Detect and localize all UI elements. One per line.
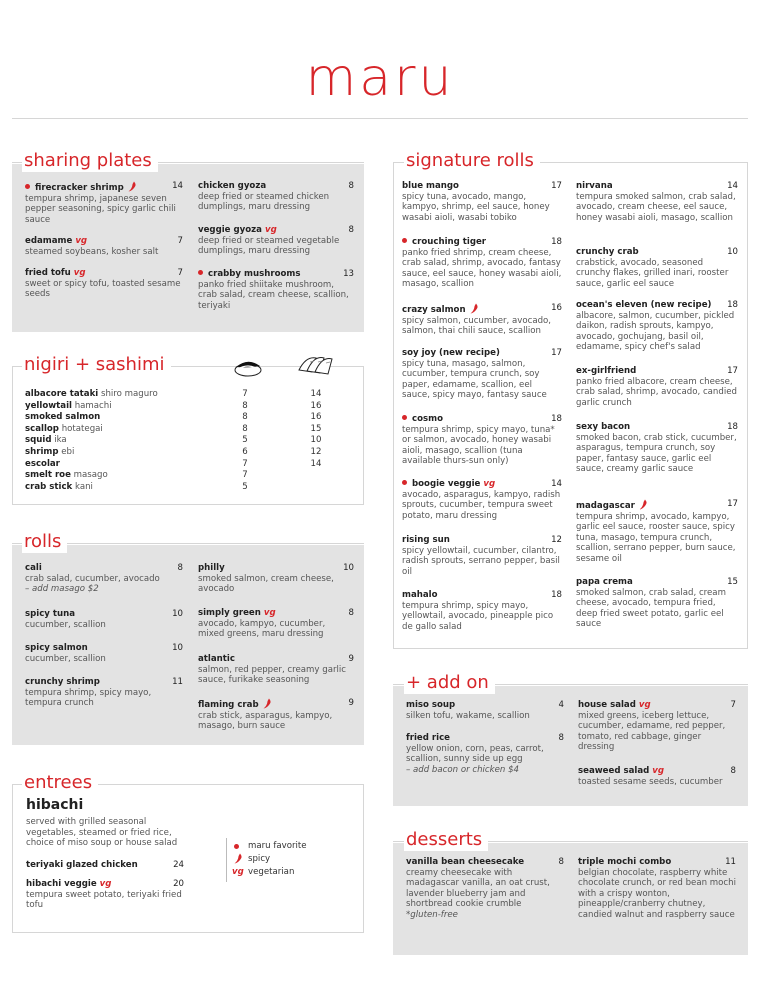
item-price: 14 xyxy=(551,479,562,489)
nigiri-row xyxy=(25,470,108,481)
item-name-row xyxy=(402,414,562,425)
item-price: 8 xyxy=(177,563,183,573)
nigiri-row xyxy=(25,401,112,412)
menu-item xyxy=(402,535,562,577)
nigiri-name: smoked salmon xyxy=(25,412,101,423)
menu-item xyxy=(25,236,183,257)
item-price: 17 xyxy=(727,366,738,376)
header-divider xyxy=(12,118,748,119)
menu-item xyxy=(25,563,183,595)
item-name-row xyxy=(25,268,183,279)
item-description: spicy yellowtail, cucumber, cilantro, radish sprouts, serrano pepper, basil oil xyxy=(402,545,560,577)
item-price: 20 xyxy=(173,879,184,889)
sashimi-price: 10 xyxy=(310,435,322,446)
item-description: panko fried shrimp, cream cheese, crab salad, shrimp, avocado, fantasy sauce, eel sauce, honey wasabi aioli, masago, scallion xyxy=(402,247,562,290)
item-name: fried tofu xyxy=(25,268,71,278)
nigiri-price: 8 xyxy=(242,400,248,411)
item-price: 17 xyxy=(551,348,562,358)
item-name-row xyxy=(402,535,562,546)
item-description: crab salad, cucumber, avocado xyxy=(25,573,160,584)
nigiri-japanese-name: ika xyxy=(54,435,67,446)
item-name-row xyxy=(578,766,736,777)
item-description: tempura shrimp, avocado, kampyo, garlic eel sauce, rooster sauce, spicy tuna, masago, tempura crunch, scallion, serrano pepper, burn sauce, sesame oil xyxy=(576,511,736,564)
menu-item xyxy=(198,563,354,595)
item-name: spicy salmon xyxy=(25,643,88,653)
item-description: tempura shrimp, spicy mayo, yellowtail, avocado, pineapple pico de gallo salad xyxy=(402,600,554,632)
item-name-row xyxy=(402,237,562,248)
item-description: mixed greens, iceberg lettuce, cucumber, edamame, red pepper, tomato, red cabbage, ginger dressing xyxy=(578,710,726,753)
menu-item xyxy=(406,700,564,721)
nigiri-row xyxy=(25,389,158,400)
menu-item xyxy=(198,654,354,686)
item-name-row xyxy=(576,247,738,258)
item-price: 15 xyxy=(727,577,738,587)
item-description: crabstick, avocado, seasoned crunchy flakes, grilled inari, rooster sauce, garlic eel sauce xyxy=(576,257,729,289)
vegetarian-mark: vg xyxy=(652,766,665,776)
item-name-row xyxy=(576,366,738,377)
item-price: 8 xyxy=(558,733,564,743)
item-name: crabby mushrooms xyxy=(208,269,301,279)
item-name: fried rice xyxy=(406,733,451,743)
nigiri-row xyxy=(25,424,103,435)
item-name-row xyxy=(402,181,562,192)
item-price: 18 xyxy=(551,237,562,247)
item-price: 8 xyxy=(348,608,354,618)
sashimi-price: 14 xyxy=(310,458,322,469)
menu-item xyxy=(402,414,562,467)
desserts-title: desserts xyxy=(404,829,488,851)
nigiri-japanese-name: shiro maguro xyxy=(100,389,158,399)
menu-item xyxy=(576,300,738,353)
item-name: cosmo xyxy=(412,414,443,424)
item-description: smoked bacon, crab stick, cucumber, asparagus, tempura crunch, soy paper, fantasy sauce, garlic eel sauce, creamy garlic sauce xyxy=(576,432,737,475)
item-name: flaming crab xyxy=(198,700,259,710)
item-name: mahalo xyxy=(402,590,438,600)
item-name-row xyxy=(402,303,562,316)
favorite-dot-icon xyxy=(234,844,239,849)
item-description: crab stick, asparagus, kampyo, masago, burn sauce xyxy=(198,710,333,732)
item-description: avocado, kampyo, cucumber, mixed greens, maru dressing xyxy=(198,618,326,640)
item-description: creamy cheesecake with madagascar vanilla, an oat crust, lavender blueberry jam and shortbread cookie crumble xyxy=(406,867,550,910)
item-description: panko fried shiitake mushroom, crab salad, cream cheese, scallion, teriyaki xyxy=(198,279,349,311)
item-name: vanilla bean cheesecake xyxy=(406,857,525,867)
item-name-row xyxy=(576,181,738,192)
nigiri-price: 7 xyxy=(242,389,248,399)
item-description: panko fried albacore, cream cheese, crab salad, shrimp, avocado, candied garlic crunch xyxy=(576,376,737,408)
item-description: spicy tuna, avocado, mango, kampyo, shrimp, eel sauce, honey wasabi aioli, wasabi tobiko xyxy=(402,191,550,223)
item-price: 11 xyxy=(725,857,736,867)
menu-item xyxy=(576,366,738,408)
item-name: sexy bacon xyxy=(576,422,631,432)
item-name: crunchy shrimp xyxy=(25,677,100,687)
item-description: cucumber, scallion xyxy=(25,653,106,664)
item-name: atlantic xyxy=(198,654,235,664)
item-name: chicken gyoza xyxy=(198,181,267,191)
item-name: hibachi veggie xyxy=(26,879,97,889)
hibachi-description: served with grilled seasonal vegetables, steamed or fried rice, choice of miso soup or house salad xyxy=(26,817,178,849)
menu-item xyxy=(25,609,183,630)
menu-item xyxy=(578,857,736,921)
item-name: spicy tuna xyxy=(25,609,76,619)
menu-item xyxy=(25,643,183,664)
item-description: tempura sweet potato, teriyaki fried tofu xyxy=(26,889,182,911)
item-name-row xyxy=(25,563,183,574)
item-price: 7 xyxy=(177,268,183,278)
item-name: ex-girlfriend xyxy=(576,366,637,376)
menu-item xyxy=(26,860,184,871)
legend-divider xyxy=(226,838,227,882)
item-name: seaweed salad xyxy=(578,766,650,776)
item-description: toasted sesame seeds, cucumber xyxy=(578,776,723,787)
item-name: philly xyxy=(198,563,225,573)
nigiri-row xyxy=(25,435,67,446)
item-name: papa crema xyxy=(576,577,633,587)
chili-pepper-icon xyxy=(259,700,272,710)
item-price: 10 xyxy=(172,609,183,619)
item-price: 16 xyxy=(551,303,562,313)
item-price: 18 xyxy=(551,590,562,600)
item-price: 18 xyxy=(727,422,738,432)
chili-pepper-icon xyxy=(635,501,648,511)
item-name-row xyxy=(578,700,736,711)
item-name-row xyxy=(578,857,736,868)
nigiri-name: squid xyxy=(25,435,52,446)
vegetarian-mark: vg xyxy=(263,608,276,618)
favorite-dot-icon xyxy=(25,184,30,189)
vegetarian-mark: vg xyxy=(264,225,277,235)
sashimi-price: 16 xyxy=(310,412,322,423)
item-name: crouching tiger xyxy=(412,237,487,247)
item-description: belgian chocolate, raspberry white chocolate crunch, or red bean mochi with a crispy wonton, pineapple/cranberry chutney, candied walnut and raspberry sauce xyxy=(578,867,736,920)
nigiri-japanese-name: ebi xyxy=(61,447,75,457)
item-description: deep fried or steamed vegetable dumplings, maru dressing xyxy=(198,235,340,257)
item-description: spicy tuna, masago, salmon, cucumber, tempura crunch, soy paper, edamame, scallion, eel sauce, spicy mayo, fantasy sauce xyxy=(402,358,547,401)
item-name-row xyxy=(25,181,183,194)
chili-pepper-icon xyxy=(466,305,479,315)
item-name: nirvana xyxy=(576,181,613,191)
sashimi-price: 14 xyxy=(310,389,322,399)
menu-item xyxy=(402,181,562,223)
item-name: madagascar xyxy=(576,501,635,511)
menu-item xyxy=(198,608,354,640)
item-price: 9 xyxy=(348,698,354,708)
item-name-row xyxy=(25,236,183,247)
vegetarian-mark: vg xyxy=(638,700,651,710)
item-note: *gluten-free xyxy=(406,909,458,920)
item-description: albacore, salmon, cucumber, pickled daikon, radish sprouts, kampyo, avocado, gochujang, basil oil, edamame, spicy chef's salad xyxy=(576,310,735,353)
item-name: blue mango xyxy=(402,181,459,191)
sashimi-price: 16 xyxy=(310,400,322,411)
nigiri-row xyxy=(25,482,93,493)
item-note: – add masago $2 xyxy=(25,584,99,595)
item-price: 10 xyxy=(727,247,738,257)
item-description: spicy salmon, cucumber, avocado, salmon, thai chili sauce, scallion xyxy=(402,315,552,337)
item-name-row xyxy=(198,563,354,574)
item-price: 12 xyxy=(551,535,562,545)
nigiri-name: scallop xyxy=(25,423,59,434)
sashimi-price: 15 xyxy=(310,423,322,434)
menu-item xyxy=(402,590,562,632)
nigiri-japanese-name: masago xyxy=(73,470,108,481)
item-name-row xyxy=(576,577,738,588)
nigiri-price: 8 xyxy=(242,412,248,423)
favorite-dot-icon xyxy=(402,415,407,420)
item-description: silken tofu, wakame, scallion xyxy=(406,710,530,721)
item-name-row xyxy=(198,181,354,192)
rolls-title: rolls xyxy=(22,531,67,553)
item-price: 8 xyxy=(730,766,736,776)
item-price: 4 xyxy=(558,700,564,710)
nigiri-price: 7 xyxy=(242,470,248,481)
nigiri-name: yellowtail xyxy=(25,400,72,411)
restaurant-logo: maru xyxy=(305,48,455,108)
item-name-row xyxy=(576,300,738,311)
item-name: crazy salmon xyxy=(402,305,466,315)
item-name: soy joy (new recipe) xyxy=(402,348,500,358)
item-description: steamed soybeans, kosher salt xyxy=(25,246,159,257)
item-description: tempura shrimp, spicy mayo, tempura crunch xyxy=(25,687,152,709)
menu-item xyxy=(402,303,562,337)
menu-item xyxy=(578,766,736,787)
item-name-row xyxy=(576,499,738,512)
item-description: avocado, asparagus, kampyo, radish sprouts, cucumber, tempura sweet potato, maru dressing xyxy=(402,489,561,521)
menu-item xyxy=(402,237,562,290)
nigiri-price: 5 xyxy=(242,435,248,446)
item-name-row xyxy=(25,643,183,654)
sashimi-icon xyxy=(296,350,336,378)
item-name-row xyxy=(402,479,562,490)
item-name: crunchy crab xyxy=(576,247,639,257)
item-name-row xyxy=(406,733,564,744)
item-price: 8 xyxy=(348,181,354,191)
item-description: tempura smoked salmon, crab salad, avocado, cream cheese, eel sauce, honey wasabi aioli, masago, scallion xyxy=(576,191,736,223)
item-price: 10 xyxy=(343,563,354,573)
item-description: sweet or spicy tofu, toasted sesame seeds xyxy=(25,278,181,300)
item-name: ocean's eleven (new recipe) xyxy=(576,300,712,310)
nigiri-row xyxy=(25,447,74,458)
nigiri-price: 6 xyxy=(242,447,248,457)
vegetarian-mark: vg xyxy=(483,479,496,489)
item-name: triple mochi combo xyxy=(578,857,672,867)
nigiri-japanese-name: hamachi xyxy=(74,400,112,411)
item-price: 14 xyxy=(727,181,738,191)
item-description: smoked salmon, cream cheese, avocado xyxy=(198,573,334,595)
signature-rolls-title: signature rolls xyxy=(404,150,540,172)
item-name-row xyxy=(26,879,184,890)
item-price: 7 xyxy=(730,700,736,710)
entrees-title: entrees xyxy=(22,772,98,794)
item-name: firecracker shrimp xyxy=(35,183,124,193)
menu-item xyxy=(576,422,738,475)
nigiri-japanese-name: hotategai xyxy=(61,423,103,434)
item-description: tempura shrimp, spicy mayo, tuna* or salmon, avocado, honey wasabi aioli, masago, scallion (tuna available thurs-sun only) xyxy=(402,424,555,467)
favorite-dot-icon xyxy=(402,480,407,485)
item-name: boogie veggie xyxy=(412,479,481,489)
nigiri-price: 8 xyxy=(242,423,248,434)
add-on-title: + add on xyxy=(404,672,495,694)
item-name: veggie gyoza xyxy=(198,225,262,235)
nigiri-row xyxy=(25,412,100,423)
menu-item xyxy=(576,181,738,223)
item-name-row xyxy=(406,700,564,711)
item-price: 10 xyxy=(172,643,183,653)
chili-pepper-icon xyxy=(124,183,137,193)
sashimi-price: 12 xyxy=(310,447,322,457)
item-name-row xyxy=(198,269,354,280)
item-note: – add bacon or chicken $4 xyxy=(406,764,520,775)
menu-item xyxy=(402,479,562,521)
item-name-row xyxy=(25,677,183,688)
nigiri-name: smelt roe xyxy=(25,470,71,481)
hibachi-title: hibachi xyxy=(26,797,84,813)
nigiri-price: 7 xyxy=(242,458,248,469)
item-name-row xyxy=(198,225,354,236)
vegetarian-mark: vg xyxy=(75,236,88,246)
nigiri-row xyxy=(25,459,60,470)
item-name-row xyxy=(26,860,184,871)
item-price: 13 xyxy=(343,269,354,279)
item-description: yellow onion, corn, peas, carrot, scallion, sunny side up egg xyxy=(406,743,544,765)
menu-item xyxy=(406,733,564,775)
item-name-row xyxy=(406,857,564,868)
item-description: cucumber, scallion xyxy=(25,619,106,630)
item-name-row xyxy=(198,654,354,665)
item-name-row xyxy=(198,698,354,711)
menu-item xyxy=(25,268,183,300)
nigiri-name: escolar xyxy=(25,458,60,469)
nigiri-name: crab stick xyxy=(25,481,73,492)
menu-item xyxy=(198,269,354,311)
vegetarian-mark: vg xyxy=(73,268,86,278)
item-name: teriyaki glazed chicken xyxy=(26,860,138,870)
menu-item xyxy=(198,698,354,732)
item-price: 17 xyxy=(551,181,562,191)
menu-item xyxy=(402,348,562,401)
nigiri-japanese-name: kani xyxy=(75,481,93,492)
item-description: tempura shrimp, japanese seven pepper seasoning, spicy garlic chili sauce xyxy=(25,193,176,225)
item-price: 24 xyxy=(173,860,184,870)
item-price: 7 xyxy=(177,236,183,246)
nigiri-price: 5 xyxy=(242,481,248,492)
nigiri-icon xyxy=(232,354,264,378)
item-name: edamame xyxy=(25,236,73,246)
menu-item xyxy=(25,677,183,709)
menu-item xyxy=(576,499,738,565)
menu-item xyxy=(198,225,354,257)
menu-item xyxy=(198,181,354,213)
item-name-row xyxy=(25,609,183,620)
favorite-dot-icon xyxy=(198,270,203,275)
item-name-row xyxy=(198,608,354,619)
menu-item xyxy=(578,700,736,753)
item-name: cali xyxy=(25,563,42,573)
item-description: smoked salmon, crab salad, cream cheese, avocado, tempura fried, deep fried sweet potato, garlic eel sauce xyxy=(576,587,726,630)
nigiri-sashimi-title: nigiri + sashimi xyxy=(22,354,171,376)
legend-favorite: maru favorite xyxy=(234,840,307,853)
item-name: simply green xyxy=(198,608,261,618)
item-price: 8 xyxy=(348,225,354,235)
item-price: 18 xyxy=(551,414,562,424)
menu-item xyxy=(26,879,184,911)
nigiri-name: albacore tataki xyxy=(25,389,99,399)
item-price: 18 xyxy=(727,300,738,310)
item-price: 17 xyxy=(727,499,738,509)
vegetarian-mark: vg xyxy=(99,879,112,889)
legend-vegetarian: vg vegetarian xyxy=(232,867,295,877)
nigiri-name: shrimp xyxy=(25,447,59,457)
item-name-row xyxy=(402,590,562,601)
item-name: house salad xyxy=(578,700,636,710)
item-price: 11 xyxy=(172,677,183,687)
sharing-plates-title: sharing plates xyxy=(22,150,158,172)
menu-item xyxy=(25,181,183,225)
legend xyxy=(234,840,307,879)
item-price: 14 xyxy=(172,181,183,191)
favorite-dot-icon xyxy=(402,238,407,243)
item-name: miso soup xyxy=(406,700,456,710)
item-name-row xyxy=(576,422,738,433)
item-name-row xyxy=(402,348,562,359)
menu-item xyxy=(576,247,738,289)
item-price: 8 xyxy=(558,857,564,867)
item-description: deep fried or steamed chicken dumplings, maru dressing xyxy=(198,191,330,213)
menu-item xyxy=(576,577,738,630)
legend-spicy: spicy xyxy=(234,853,307,866)
item-name: rising sun xyxy=(402,535,450,545)
item-price: 9 xyxy=(348,654,354,664)
item-description: salmon, red pepper, creamy garlic sauce, furikake seasoning xyxy=(198,664,346,686)
menu-item xyxy=(406,857,564,921)
